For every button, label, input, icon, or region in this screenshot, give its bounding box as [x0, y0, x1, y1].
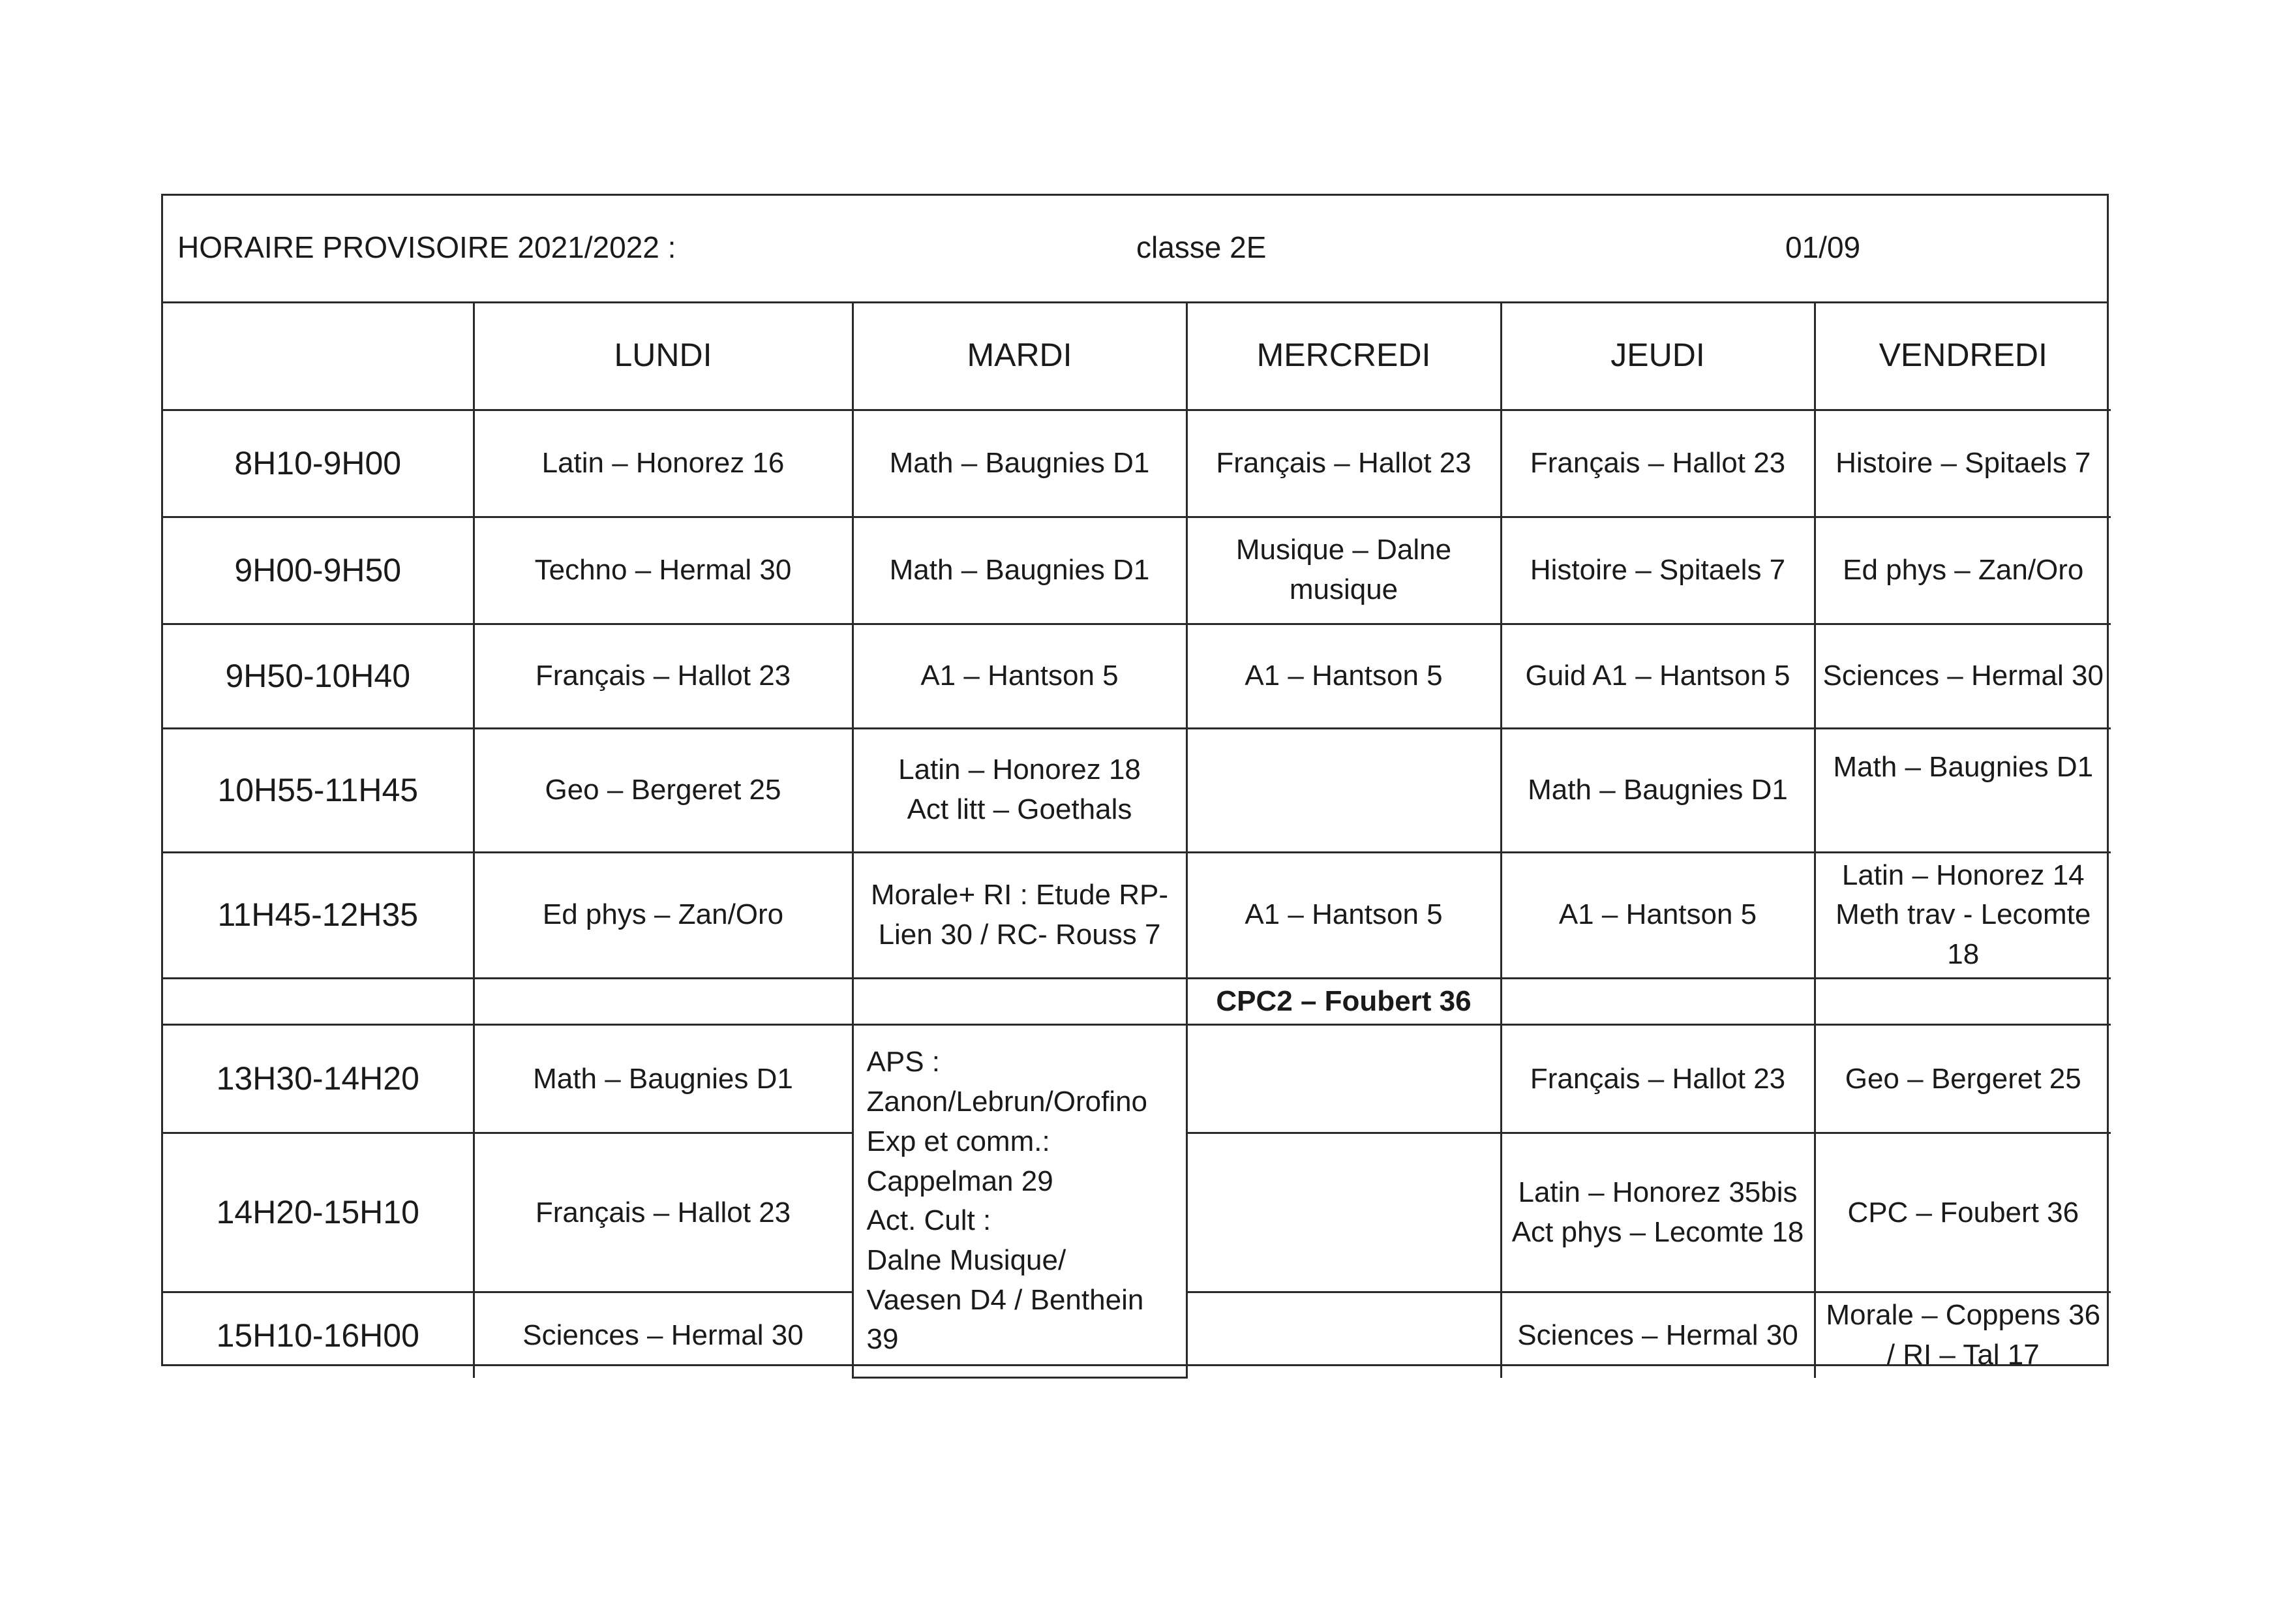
- time-slot: 11H45-12H35: [163, 852, 474, 978]
- date-label: 01/09: [1785, 230, 1861, 264]
- table-row: [163, 624, 2111, 728]
- course-cell: Musique – Dalne musique: [1186, 517, 1501, 624]
- day-header: VENDREDI: [1815, 301, 2111, 410]
- day-header-row: [163, 301, 2111, 410]
- tuesday-afternoon-cell: [853, 1025, 1186, 1378]
- course-cell: Sciences – Hermal 30: [474, 1292, 853, 1378]
- table-row: [163, 728, 2111, 852]
- day-header: LUNDI: [474, 301, 853, 410]
- course-cell: Math – Baugnies D1: [1815, 728, 2111, 852]
- course-cell: [1186, 1133, 1501, 1292]
- course-cell: Math – Baugnies D1: [474, 1025, 853, 1133]
- time-slot: 14H20-15H10: [163, 1133, 474, 1292]
- empty-cell: [1815, 978, 2111, 1025]
- course-cell: Morale – Coppens 36 / RI – Tal 17: [1815, 1292, 2111, 1378]
- course-line: Meth trav - Lecomte 18: [1835, 898, 2091, 970]
- table-row: [163, 1025, 2111, 1133]
- course-cell: Latin – Honorez 16: [474, 410, 853, 517]
- course-line: Vaesen D4 / Benthein: [866, 1283, 1144, 1316]
- timetable: [163, 301, 2111, 1379]
- course-cell: [1186, 1292, 1501, 1378]
- course-cell: Math – Baugnies D1: [853, 410, 1186, 517]
- time-slot: 9H50-10H40: [163, 624, 474, 728]
- course-cell: Français – Hallot 23: [474, 624, 853, 728]
- course-line: Dalne Musique/: [866, 1244, 1066, 1276]
- time-slot: 13H30-14H20: [163, 1025, 474, 1133]
- course-line: Act phys – Lecomte 18: [1511, 1215, 1804, 1248]
- schedule-title: HORAIRE PROVISOIRE 2021/2022 :: [177, 230, 676, 264]
- time-slot: 10H55-11H45: [163, 728, 474, 852]
- course-cell: Ed phys – Zan/Oro: [474, 852, 853, 978]
- course-cell: [1501, 1133, 1815, 1292]
- day-header: JEUDI: [1501, 301, 1815, 410]
- lunch-row: [163, 978, 2111, 1025]
- course-line: 39: [866, 1323, 899, 1356]
- course-cell: Math – Baugnies D1: [853, 517, 1186, 624]
- course-line: Latin – Honorez 18: [898, 754, 1141, 786]
- course-line: Latin – Honorez 14: [1841, 859, 2085, 891]
- day-header: MARDI: [853, 301, 1186, 410]
- course-line: APS :: [866, 1046, 940, 1078]
- course-cell: A1 – Hantson 5: [1186, 624, 1501, 728]
- course-cell: [853, 728, 1186, 852]
- course-cell: CPC2 – Foubert 36: [1186, 978, 1501, 1025]
- course-line: Act litt – Goethals: [907, 793, 1132, 825]
- empty-cell: [1501, 978, 1815, 1025]
- course-line: Latin – Honorez 35bis: [1518, 1176, 1798, 1209]
- course-cell: Sciences – Hermal 30: [1815, 624, 2111, 728]
- course-cell: Histoire – Spitaels 7: [1815, 410, 2111, 517]
- empty-cell: [853, 978, 1186, 1025]
- time-slot: 15H10-16H00: [163, 1292, 474, 1378]
- table-row: [163, 517, 2111, 624]
- course-cell: [1815, 852, 2111, 978]
- course-cell: Techno – Hermal 30: [474, 517, 853, 624]
- course-line: Zanon/Lebrun/Orofino: [866, 1086, 1148, 1118]
- schedule-sheet: [161, 194, 2109, 1371]
- empty-cell: [474, 978, 853, 1025]
- table-row: [163, 852, 2111, 978]
- course-cell: Ed phys – Zan/Oro: [1815, 517, 2111, 624]
- course-cell: Guid A1 – Hantson 5: [1501, 624, 1815, 728]
- course-cell: Français – Hallot 23: [1186, 410, 1501, 517]
- course-cell: Français – Hallot 23: [1501, 1025, 1815, 1133]
- time-slot: 9H00-9H50: [163, 517, 474, 624]
- course-cell: Sciences – Hermal 30: [1501, 1292, 1815, 1378]
- course-cell: Geo – Bergeret 25: [1815, 1025, 2111, 1133]
- table-row: [163, 410, 2111, 517]
- course-cell: [1186, 728, 1501, 852]
- course-line: Cappelman 29: [866, 1165, 1053, 1197]
- course-line: Act. Cult :: [866, 1204, 991, 1237]
- course-cell: A1 – Hantson 5: [1501, 852, 1815, 978]
- course-cell: CPC – Foubert 36: [1815, 1133, 2111, 1292]
- title-row: [163, 196, 2107, 303]
- course-cell: Geo – Bergeret 25: [474, 728, 853, 852]
- course-cell: Math – Baugnies D1: [1501, 728, 1815, 852]
- course-cell: Histoire – Spitaels 7: [1501, 517, 1815, 624]
- corner-cell: [163, 301, 474, 410]
- course-cell: Français – Hallot 23: [474, 1133, 853, 1292]
- time-slot: 8H10-9H00: [163, 410, 474, 517]
- course-cell: A1 – Hantson 5: [1186, 852, 1501, 978]
- course-cell: Français – Hallot 23: [1501, 410, 1815, 517]
- course-line: Exp et comm.:: [866, 1125, 1050, 1157]
- course-cell: [1186, 1025, 1501, 1133]
- class-label: classe 2E: [1136, 230, 1267, 264]
- day-header: MERCREDI: [1186, 301, 1501, 410]
- course-cell: Morale+ RI : Etude RP- Lien 30 / RC- Rouss 7: [853, 852, 1186, 978]
- course-cell: A1 – Hantson 5: [853, 624, 1186, 728]
- empty-cell: [163, 978, 474, 1025]
